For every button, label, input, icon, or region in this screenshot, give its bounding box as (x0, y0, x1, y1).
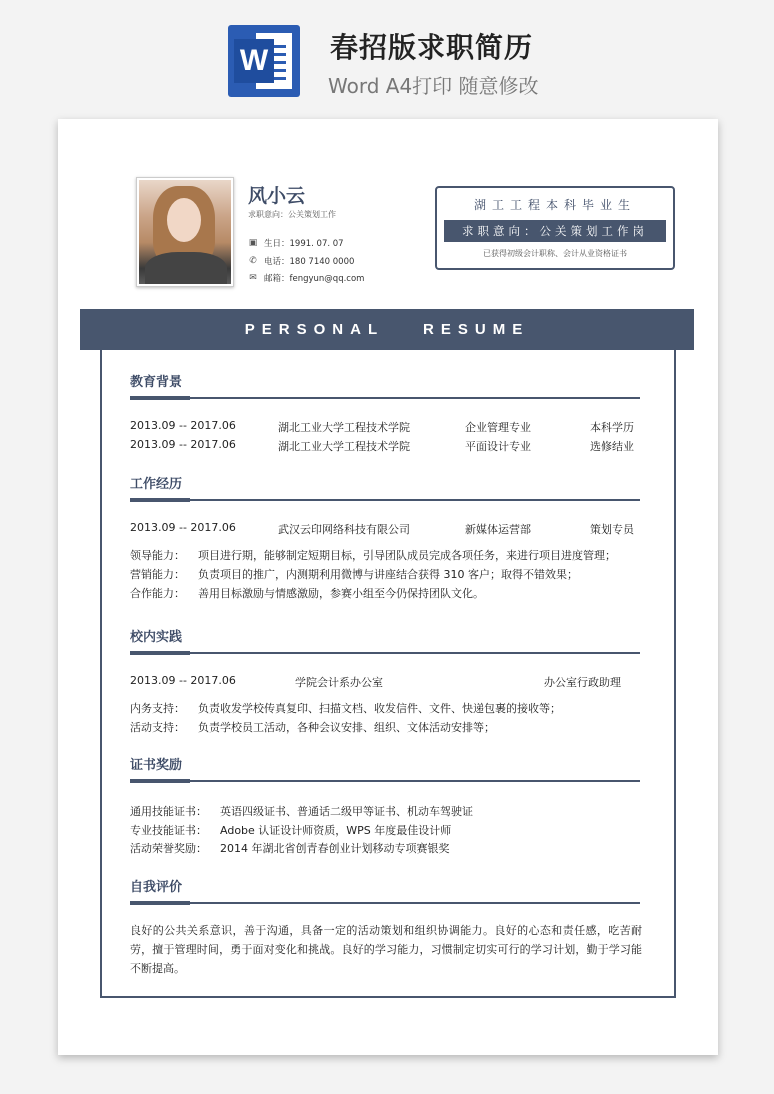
calendar-icon: ▣ (248, 238, 258, 248)
education-row: 2013.09 -- 2017.06 湖北工业大学工程技术学院 平面设计专业 选修结业 (130, 438, 634, 453)
objective-box (435, 186, 675, 270)
section-work (130, 473, 640, 501)
resume-page (58, 119, 718, 1055)
work-item: 营销能力： 负责项目的推广，内测期利用微博与讲座结合获得 310 客户；取得不错效果； (130, 568, 578, 581)
section-divider (130, 902, 640, 904)
campus-item: 内务支持： 负责收发学校传真复印、扫描文档、收发信件、文件、快递包裹的接收等； (130, 702, 561, 715)
section-divider (130, 780, 640, 782)
section-certificates (130, 754, 640, 782)
work-item: 领导能力： 项目进行期，能够制定短期目标，引导团队成员完成各项任务，来进行项目进度管理； (130, 549, 616, 562)
campus-row: 2013.09 -- 2017.06 学院会计系办公室 办公室行政助理 (130, 674, 621, 689)
certificate-note: 已获得初级会计职称、会计从业资格证书 (483, 249, 627, 258)
section-title: 校内实践 (130, 630, 183, 645)
certificate-item: 专业技能证书： Adobe 认证设计师资质，WPS 年度最佳设计师 (130, 824, 452, 837)
word-document-icon: W (228, 25, 300, 97)
phone-row: ✆ 电话：180 7140 0000 (249, 256, 355, 267)
work-item: 合作能力： 善用目标激励与情感激励，参赛小组至今仍保持团队文化。 (130, 587, 484, 600)
profile-photo (136, 177, 234, 287)
promo-subtitle: Word A4打印 随意修改 (328, 74, 539, 98)
email-row: ✉ 邮箱：fengyun@qq.com (249, 273, 365, 284)
section-campus (130, 626, 640, 654)
phone-icon: ✆ (249, 256, 257, 266)
certificate-item: 通用技能证书： 英语四级证书、普通话二级甲等证书、机动车驾驶证 (130, 805, 473, 818)
section-divider (130, 499, 640, 501)
campus-item: 活动支持： 负责学校员工活动，各种会议安排、组织、文体活动安排等； (130, 721, 495, 734)
section-self-evaluation (130, 876, 640, 904)
self-evaluation-text: 良好的公共关系意识，善于沟通，具备一定的活动策划和组织协调能力。良好的心态和责任感，吃苦耐劳，擅于管理时间，勇于面对变化和挑战。良好的学习能力，习惯制定切实可行的学习计划，勤于学习能不断提高。 (130, 924, 642, 975)
section-divider (130, 397, 640, 399)
section-title: 工作经历 (130, 477, 183, 492)
section-title: 证书奖励 (130, 758, 183, 773)
section-title: 自我评价 (130, 880, 183, 895)
mail-icon: ✉ (249, 273, 257, 283)
objective-bar: 求职意向：公关策划工作岗 (444, 220, 666, 242)
graduate-label: 湖工工程本科毕业生 (473, 198, 636, 212)
education-row: 2013.09 -- 2017.06 湖北工业大学工程技术学院 企业管理专业 本科学历 (130, 419, 634, 434)
resume-banner: PERSONAL RESUME (80, 309, 694, 350)
job-intent: 求职意向：公关策划工作 (248, 210, 336, 219)
promo-header (0, 0, 774, 118)
birthday-row: ▣ 生日：1991. 07. 07 (248, 238, 344, 249)
candidate-name: 风小云 (248, 185, 306, 207)
section-divider (130, 652, 640, 654)
certificate-item: 活动荣誉奖励： 2014 年湖北省创青春创业计划移动专项赛银奖 (130, 842, 450, 855)
work-row: 2013.09 -- 2017.06 武汉云印网络科技有限公司 新媒体运营部 策划专员 (130, 521, 634, 536)
section-education (130, 371, 640, 399)
promo-title: 春招版求职简历 (330, 31, 534, 64)
section-title: 教育背景 (130, 375, 183, 390)
